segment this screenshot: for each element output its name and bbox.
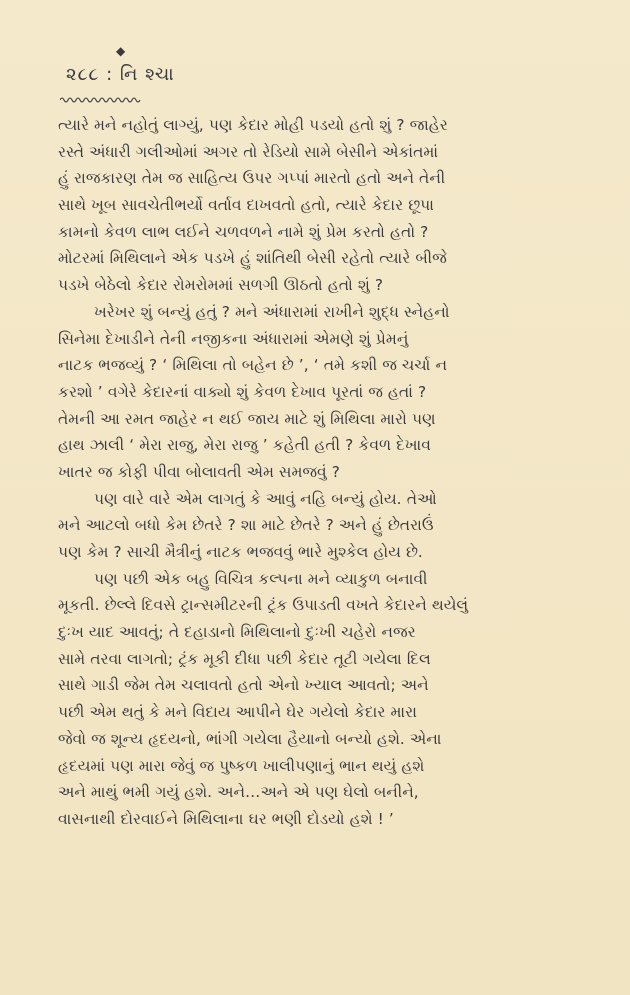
page-number: ૨૮૮: [66, 64, 100, 85]
text-line: પછી એમ થતું કે મને વિદાય આપીને ઘેર ગયેલો કેદાર મારા: [58, 703, 417, 722]
text-line: સાથે ખૂબ સાવચેતીભર્યો વર્તાવ દાખવતો હતો, ત્યારે કેદાર છૂપા: [58, 196, 434, 215]
text-line: કામનો કેવળ લાભ લઈને ચળવળને નામે શું પ્રેમ કરતો હતો ?: [58, 222, 429, 241]
text-line: મને આટલો બધો કેમ છેતરે ? શા માટે છેતરે ? અને હું છેતરાઉં: [58, 516, 434, 535]
text-line: અને માથું ભમી ગયું હશે. અને…અને એ પણ ઘેલો બનીને,: [58, 783, 419, 802]
page-header: [66, 64, 175, 85]
text-line: હૃદયમાં પણ મારા જેવું જ પુષ્કળ ખાલીપણાનું ભાન થયું હશે: [58, 756, 425, 775]
text-line: પડખે બેઠેલો કેદાર રોમરોમમાં સળગી ઊઠતો હતો શું ?: [58, 276, 384, 295]
text-line: ખાતર જ કોફી પીવા બોલાવતી એમ સમજવું ?: [58, 462, 340, 481]
paragraph-start-line: પણ પછી એક બહુ વિચિત્ર કલ્પના મને વ્યાકુળ બનાવી: [94, 569, 428, 588]
text-line: કરશો ’ વગેરે કેદારનાં વાક્યો શું કેવળ દેખાવ પૂરતાં જ હતાં ?: [58, 382, 427, 401]
text-line: સિનેમા દેખાડીને તેની નજીકના અંધારામાં એમણે શું પ્રેમનું: [58, 329, 409, 348]
text-line: દુઃખ યાદ આવતું; તે દહાડાનો મિથિલાનો દુઃખી ચહેરો નજર: [58, 623, 416, 642]
book-title: નિ શ્ચા: [119, 64, 175, 85]
body-text: [58, 112, 578, 833]
header-separator: :: [106, 64, 114, 85]
text-line: હું રાજકારણ તેમ જ સાહિત્ય ઉપર ગપ્પાં મારતો હતો અને તેની: [58, 169, 446, 188]
text-line: રસ્તે અંધારી ગલીઓમાં અગર તો રેડિયો સામે બેસીને એકાંતમાં: [58, 142, 439, 161]
text-line: હાથ ઝાલી ‘ મેરા રાજુ, મેરા રાજુ ’ કહેતી હતી ? કેવળ દેખાવ: [58, 436, 431, 455]
text-line: મોટરમાં મિથિલાને એક પડખે હું શાંતિથી બેસી રહેતો ત્યારે બીજે: [58, 249, 447, 268]
text-line: મૂકતી. છેલ્લે દિવસે ટ્રાન્સમીટરની ટ્રંક ઉપાડતી વખતે કેદારને થયેલું: [58, 596, 469, 615]
text-line: નાટક ભજવ્યું ? ‘ મિથિલા તો બહેન છે ’, ‘ તમે કશી જ ચર્ચા ન: [58, 356, 448, 375]
paragraph-start-line: પણ વારે વારે એમ લાગતું કે આવું નહિ બન્યું હોય. તેઓ: [94, 489, 437, 508]
decorative-wavy-rule: [60, 96, 142, 104]
text-line: સામે તરવા લાગતો; ટ્રંક મૂકી દીધા પછી કેદાર તૂટી ગયેલા દિલ: [58, 649, 431, 668]
print-mark: ◆: [116, 44, 126, 58]
paragraph-start-line: ખરેખર શું બન્યું હતું ? મને અંધારામાં રાખીને શુદ્ધ સ્નેહનો: [94, 302, 450, 321]
text-line: પણ કેમ ? સાચી મૈત્રીનું નાટક ભજવવું ભારે મુશ્કેલ હોય છે.: [58, 543, 423, 561]
text-line: સાથે ગાડી જેમ તેમ ચલાવતો હતો એનો ખ્યાલ આવતો; અને: [58, 676, 429, 695]
text-line: વાસનાથી દોરવાઈને મિથિલાના ઘર ભણી દોડયો હશે ! ’: [58, 809, 394, 828]
text-line: જેવો જ શૂન્ય હૃદયનો, ભાંગી ગયેલા હૈયાનો બન્યો હશે. એના: [58, 729, 442, 748]
text-line: ત્યારે મને નહોતું લાગ્યું, પણ કેદાર મોહી પડયો હતો શું ? જાહેર: [58, 116, 448, 134]
text-line: તેમની આ રમત જાહેર ન થઈ જાય માટે શું મિથિલા મારો પણ: [58, 409, 436, 428]
